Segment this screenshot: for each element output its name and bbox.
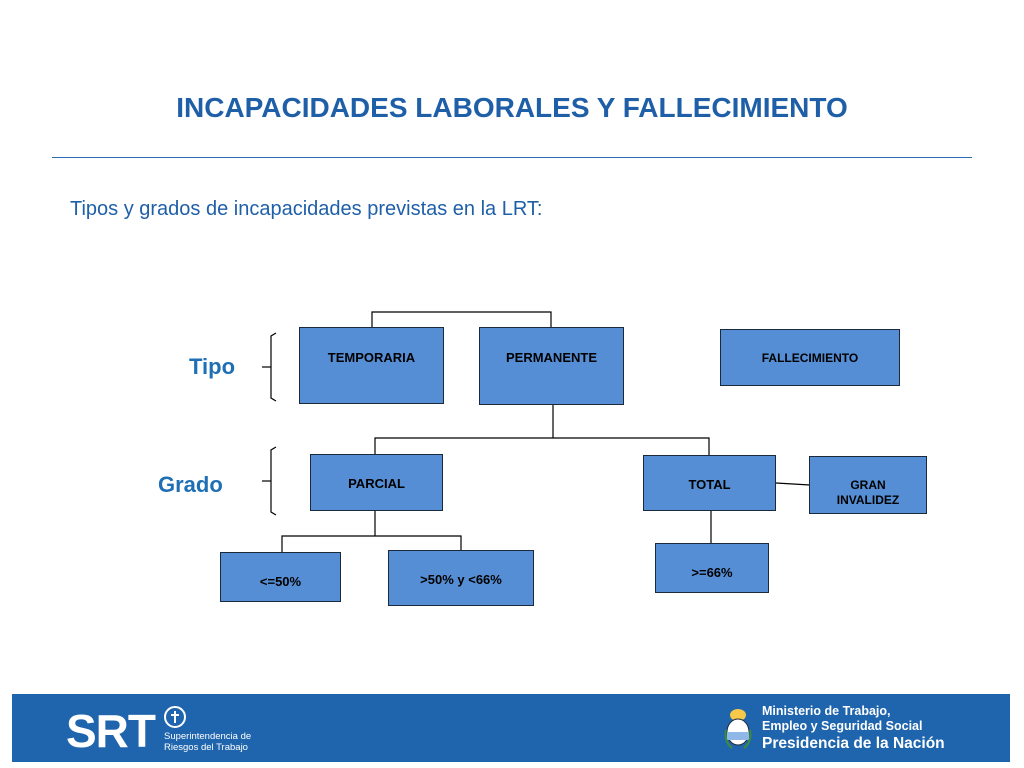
ministerio-block: [762, 704, 945, 753]
node-total: [643, 455, 776, 511]
node-gran-invalidez-label-2: INVALIDEZ: [836, 493, 900, 507]
node-gte66-label: >=66%: [691, 565, 733, 580]
node-parcial: [310, 454, 443, 511]
srt-logo: SRT: [66, 705, 155, 757]
node-fallecimiento: [720, 329, 900, 386]
node-gt50-lt66: [388, 550, 534, 606]
node-lte50: [220, 552, 341, 602]
node-gte66: [655, 543, 769, 593]
ministerio-line-1: Ministerio de Trabajo,: [762, 704, 891, 718]
presidencia-line: Presidencia de la Nación: [762, 735, 945, 752]
tipo-label: Tipo: [189, 354, 236, 379]
ministerio-line-2: Empleo y Seguridad Social: [762, 719, 923, 733]
page-subtitle: Tipos y grados de incapacidades previstas en la LRT:: [70, 198, 543, 220]
node-parcial-label: PARCIAL: [348, 476, 405, 491]
node-permanente: [479, 327, 624, 405]
srt-subtitle: [164, 731, 251, 753]
node-total-label: TOTAL: [688, 477, 731, 492]
srt-subtitle-line-1: Superintendencia de: [164, 731, 252, 742]
tipo-bracket: [271, 333, 276, 401]
node-gran-invalidez: [809, 456, 927, 514]
srt-emblem-icon: [163, 705, 187, 729]
srt-subtitle-line-2: Riesgos del Trabajo: [164, 742, 248, 753]
grado-label: Grado: [158, 472, 223, 497]
node-temporaria: [299, 327, 444, 404]
node-fallecimiento-label: FALLECIMIENTO: [761, 351, 859, 365]
node-temporaria-label: TEMPORARIA: [327, 350, 416, 365]
node-permanente-label: PERMANENTE: [505, 350, 597, 365]
node-lte50-label: <=50%: [259, 574, 302, 589]
coat-of-arms-icon: [724, 704, 752, 750]
node-gt50-lt66-label: >50% y <66%: [420, 572, 502, 587]
grado-bracket: [271, 447, 276, 515]
page-title: INCAPACIDADES LABORALES Y FALLECIMIENTO: [176, 92, 848, 123]
node-gran-invalidez-label-1: GRAN: [850, 478, 886, 492]
